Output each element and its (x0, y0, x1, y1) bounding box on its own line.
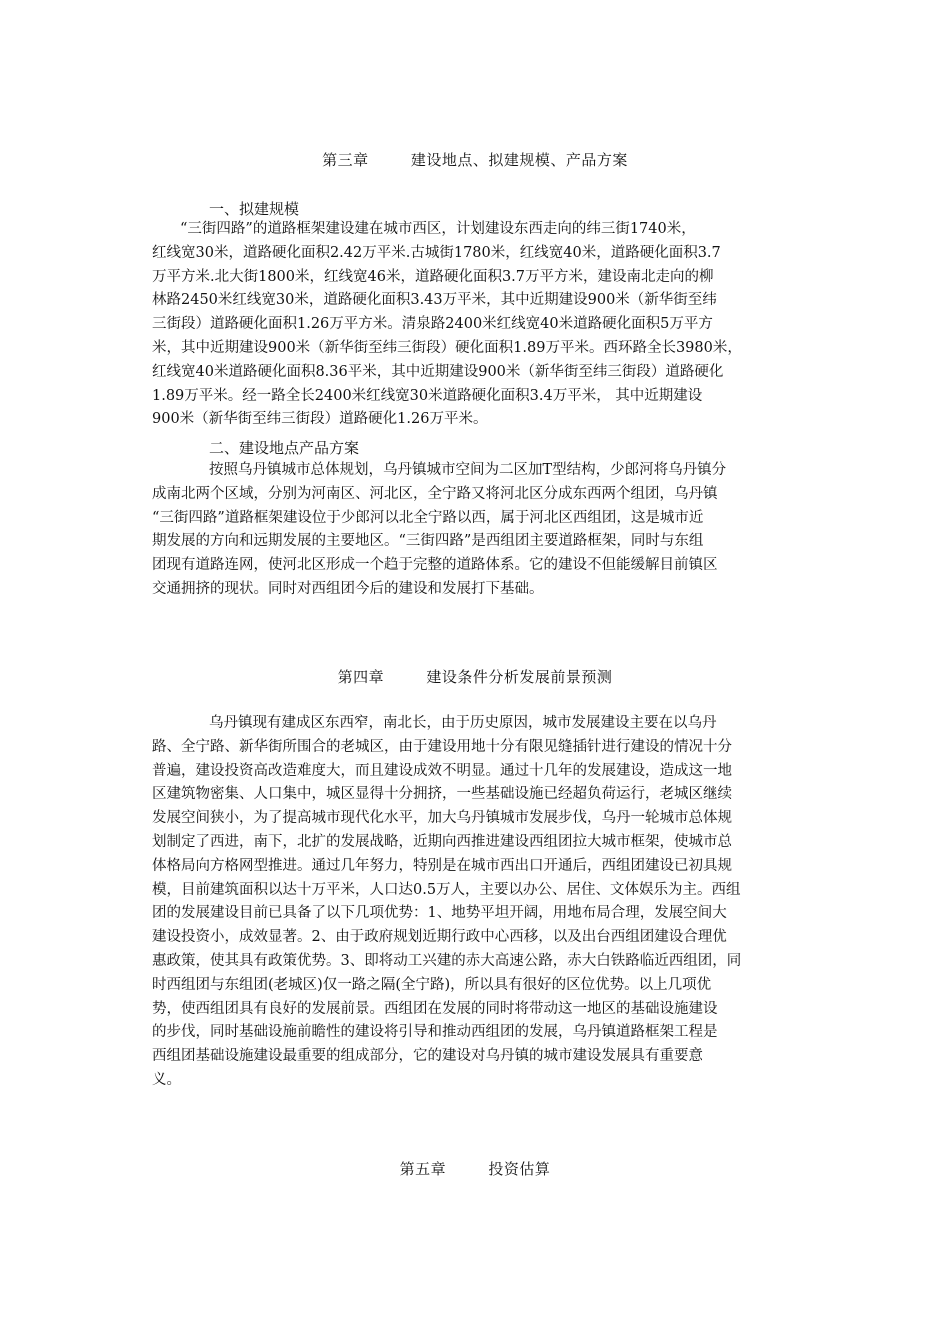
paragraph-line: 期发展的方向和远期发展的主要地区。“三街四路”是西组团主要道路框架，同时与东组 (152, 533, 704, 550)
section-1-paragraph (152, 218, 802, 432)
paragraph-line: 区建筑物密集、人口集中，城区显得十分拥挤，一些基础设施已经超负荷运行，老城区继续 (152, 786, 732, 803)
paragraph-line: 三街段）道路硬化面积1.26万平方米。清泉路2400米红线宽40米道路硬化面积5万平方 (152, 316, 713, 333)
paragraph-line: 按照乌丹镇城市总体规划，乌丹镇城市空间为二区加T型结构，少郎河将乌丹镇分 (209, 462, 727, 478)
paragraph-line: 路、全宁路、新华街所围合的老城区，由于建设用地十分有限见缝插针进行建设的情况十分 (152, 738, 732, 755)
paragraph-line: 团的发展建设目前已具备了以下几项优势：1、地势平坦开阔，用地布局合理，发展空间大 (152, 905, 727, 922)
paragraph-line: 建设投资小，成效显著。2、由于政府规划近期行政中心西移，以及出台西组团建设合理优 (152, 929, 727, 946)
paragraph-line: 的步伐，同时基础设施前瞻性的建设将引导和推动西组团的发展，乌丹镇道路框架工程是 (152, 1024, 718, 1041)
chapter-4-heading: 第四章 建设条件分析发展前景预测 (337, 668, 613, 686)
paragraph-line: 西组团基础设施建设最重要的组成部分，它的建设对乌丹镇的城市建设发展具有重要意 (152, 1048, 703, 1065)
paragraph-line: 普遍，建设投资高改造难度大，而且建设成效不明显。通过十几年的发展建设，造成这一地 (152, 762, 732, 779)
section-1-title: 一、拟建规模 (209, 200, 300, 218)
paragraph-line: “三街四路”道路框架建设位于少郎河以北全宁路以西，属于河北区西组团，这是城市近 (152, 509, 704, 526)
paragraph-line: 万平方米.北大街1800米，红线宽46米，道路硬化面积3.7万平方米，建设南北走向的柳 (152, 268, 714, 285)
chapter-5-heading: 第五章 投资估算 (399, 1160, 551, 1178)
paragraph-line: 体格局向方格网型推进。通过几年努力，特别是在城市西出口开通后，西组团建设已初具规 (152, 857, 732, 874)
paragraph-line: 势，使西组团具有良好的发展前景。西组团在发展的同时将带动这一地区的基础设施建设 (152, 1000, 718, 1017)
paragraph-line: 米，其中近期建设900米（新华街至纬三街段）硬化面积1.89万平米。西环路全长3980米， (152, 339, 742, 356)
paragraph-line: 1.89万平米。经一路全长2400米红线宽30米道路硬化面积3.4万平米， 其中近期建设 (152, 387, 703, 404)
paragraph-line: “三街四路”的道路框架建设建在城市西区，计划建设东西走向的纬三街1740米， (180, 221, 696, 237)
paragraph-line: 团现有道路连网，使河北区形成一个趋于完整的道路体系。它的建设不但能缓解目前镇区 (152, 557, 718, 574)
paragraph-line: 时西组团与东组团(老城区)仅一路之隔(全宁路)，所以具有很好的区位优势。以上几项优 (152, 976, 712, 993)
paragraph-line: 900米（新华街至纬三街段）道路硬化1.26万平米。 (152, 411, 488, 428)
paragraph-line: 义。 (152, 1071, 181, 1088)
paragraph-line: 红线宽30米，道路硬化面积2.42万平米.古城街1780米，红线宽40米，道路硬化面积3.7 (152, 244, 721, 261)
paragraph-line: 交通拥挤的现状。同时对西组团今后的建设和发展打下基础。 (152, 580, 544, 597)
paragraph-line: 惠政策，使其具有政策优势。3、即将动工兴建的赤大高速公路，赤大白铁路临近西组团，同 (152, 952, 742, 969)
chapter-4-paragraph (152, 712, 802, 1093)
paragraph-line: 发展空间狭小，为了提高城市现代化水平，加大乌丹镇城市发展步伐，乌丹一轮城市总体规 (152, 810, 732, 827)
paragraph-line: 模，目前建筑面积以达十万平米，人口达0.5万人，主要以办公、居住、文体娱乐为主。西组 (152, 881, 741, 898)
paragraph-line: 划制定了西进，南下，北扩的发展战略，近期向西推进建设西组团拉大城市框架，使城市总 (152, 833, 732, 850)
paragraph-line: 红线宽40米道路硬化面积8.36平米，其中近期建设900米（新华街至纬三街段）道路硬化 (152, 363, 724, 380)
paragraph-line: 成南北两个区域，分别为河南区、河北区，全宁路又将河北区分成东西两个组团，乌丹镇 (152, 485, 718, 502)
section-2-title: 二、建设地点产品方案 (209, 439, 360, 457)
section-2-paragraph (152, 459, 802, 602)
paragraph-line: 乌丹镇现有建成区东西窄，南北长，由于历史原因，城市发展建设主要在以乌丹 (209, 715, 717, 731)
chapter-3-heading: 第三章 建设地点、拟建规模、产品方案 (322, 151, 628, 169)
paragraph-line: 林路2450米红线宽30米，道路硬化面积3.43万平米，其中近期建设900米（新华街至纬 (152, 292, 717, 309)
